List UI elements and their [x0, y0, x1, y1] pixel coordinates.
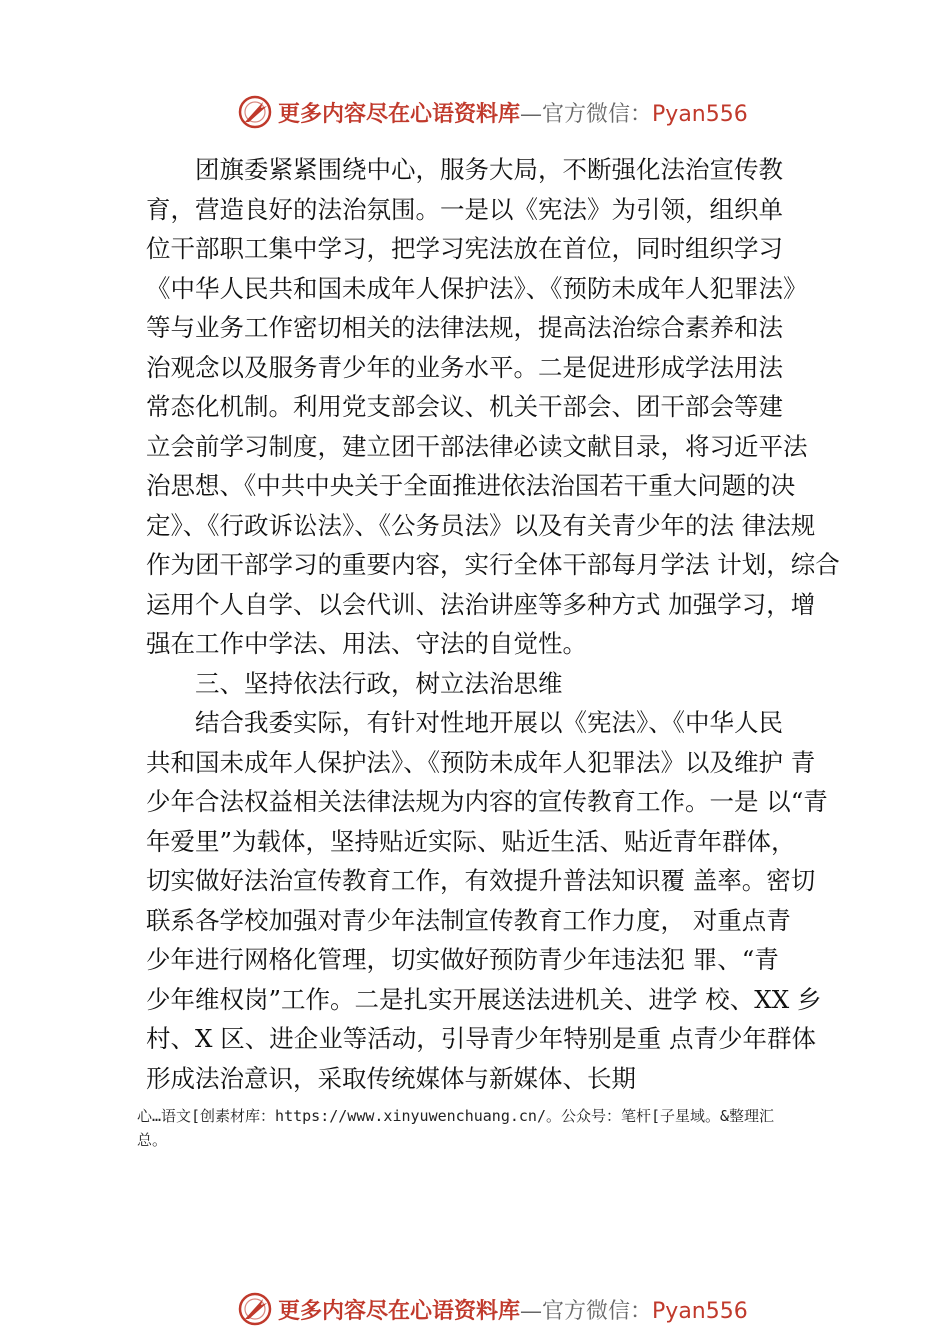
body-line: 作为团干部学习的重要内容，实行全体干部每月学法 计划，综合 [146, 550, 840, 579]
body-line: 《中华人民共和国未成年人保护法》、《预防未成年人犯罪法》 [146, 273, 808, 303]
body-line: 切实做好法治宣传教育工作，有效提升普法知识覆 盖率。密切 [146, 866, 816, 895]
footer-banner-main: 更多内容尽在心语资料库 [278, 1298, 521, 1324]
source-note-line-2: 总。 [137, 1131, 168, 1149]
body-line: 形成法治意识，采取传统媒体与新媒体、长期 [146, 1063, 636, 1093]
page-header-banner [0, 94, 950, 134]
header-banner-id: Pyan556 [652, 102, 748, 127]
body-line: 立会前学习制度，建立团干部法律必读文献目录，将习近平法 [146, 431, 808, 461]
body-line: 结合我委实际，有针对性地开展以《宪法》、《中华人民 [195, 708, 783, 737]
body-line: 等与业务工作密切相关的法律法规，提高法治综合素养和法 [146, 313, 783, 342]
body-line: 常态化机制。利用党支部会议、机关干部会、团干部会等建 [146, 392, 783, 421]
body-line: 位干部职工集中学习，把学习宪法放在首位，同时组织学习 [146, 234, 783, 263]
body-line: 少年维权岗”工作。二是扎实开展送法进机关、进学 校、XX 乡 [146, 984, 822, 1014]
body-line: 治观念以及服务青少年的业务水平。二是促进形成学法用法 [146, 352, 783, 382]
body-line: 团旗委紧紧围绕中心，服务大局，不断强化法治宣传教 [195, 155, 783, 184]
body-line: 共和国未成年人保护法》、《预防未成年人犯罪法》以及维护 青 [146, 747, 816, 777]
body-line: 少年合法权益相关法律法规为内容的宣传教育工作。一是 以“青 [146, 787, 828, 816]
body-line: 村、X 区、进企业等活动，引导青少年特别是重 点青少年群体 [146, 1024, 817, 1053]
body-line: 年爱里”为载体，坚持贴近实际、贴近生活、贴近青年群体， [146, 826, 796, 856]
quill-circle-icon [237, 1291, 273, 1327]
document-body [146, 150, 840, 1098]
body-line: 运用个人自学、以会代训、法治讲座等多种方式 加强学习，增 [146, 589, 816, 619]
page-footer-banner [0, 1291, 950, 1331]
source-note-line-1: 心…语文[创素材库：https://www.xinyuwenchuang.cn/。公众号：笔杆[子星域。&整理汇 [137, 1107, 775, 1125]
header-banner-sep: —官方微信： [520, 102, 653, 127]
quill-circle-icon [237, 94, 273, 130]
body-line: 定》、《行政诉讼法》、《公务员法》以及有关青少年的法 律法规 [146, 510, 816, 540]
source-note [137, 1104, 837, 1152]
header-banner-text [278, 100, 748, 129]
footer-banner-id: Pyan556 [652, 1299, 748, 1324]
footer-banner-sep: —官方微信： [520, 1299, 653, 1324]
body-line: 治思想、《中共中央关于全面推进依法治国若干重大问题的决 [146, 471, 796, 500]
body-line: 少年进行网格化管理，切实做好预防青少年违法犯 罪、“青 [146, 945, 779, 974]
body-line: 强在工作中学法、用法、守法的自觉性。 [146, 629, 587, 658]
section-heading: 三、坚持依法行政，树立法治思维 [195, 668, 563, 698]
footer-banner-text [278, 1297, 748, 1326]
header-banner-main: 更多内容尽在心语资料库 [278, 101, 521, 127]
body-line: 联系各学校加强对青少年法制宣传教育工作力度， 对重点青 [146, 905, 791, 935]
body-line: 育，营造良好的法治氛围。一是以《宪法》为引领，组织单 [146, 194, 783, 224]
